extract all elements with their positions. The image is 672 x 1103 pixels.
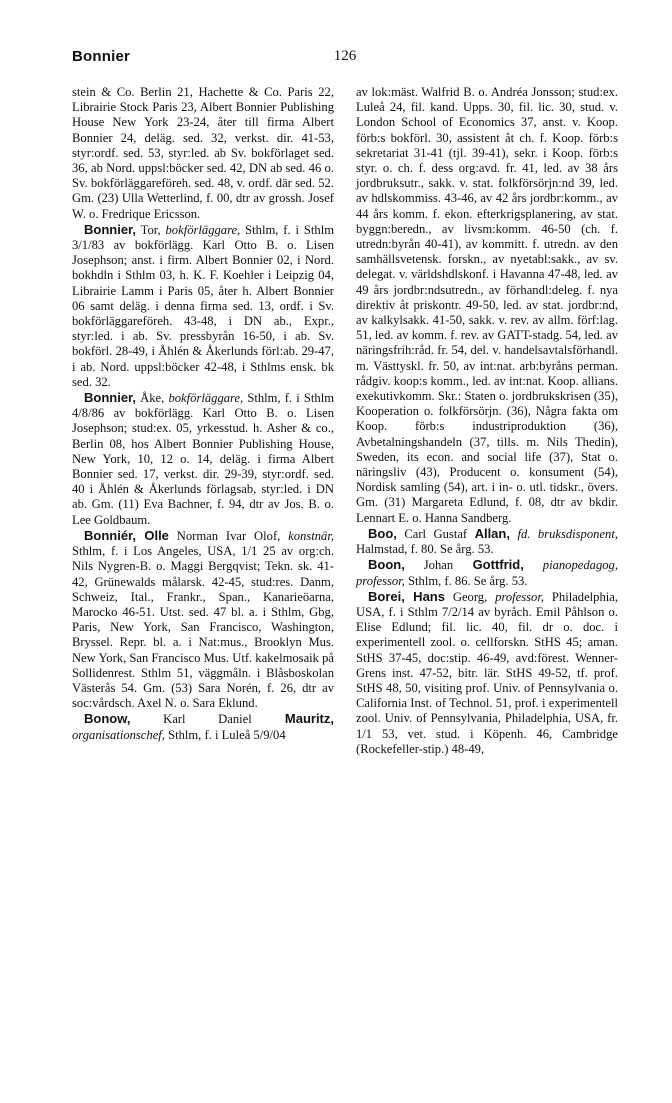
entry-given-bold: Olle bbox=[136, 527, 169, 543]
entry-given-bold: Mauritz, bbox=[251, 711, 334, 727]
entry-text: Sthlm, f. i Sthlm 3/1/83 av bokförlägg. Karl Otto B. o. Lisen Josephson; anst. i firm. Albert Bonnier 02, i Nord. bokhdln i Sthlm 03, h. K. F. Koehler i Leipzig 04, Librairie Lamm i Paris 05, åter h. Albert Bonnier 06 samt deläg. i denna firma sed. 13, ordf. i Sv. bokförläggareföreh. 43-48, i DN ab., Expr., styr:led. i ab. Sv. pressbyrån 16-50, i ab. Sv. bokförl. 28-49, i Åhlén & Åkerlunds förl:ab. 29-47, i ab. Nord. uppsl:böcker 42-48, i Sthlms ensk. bk sed. 32. bbox=[72, 222, 334, 389]
entry-surname: Bonniér, bbox=[84, 527, 137, 543]
entry-borei-hans bbox=[356, 589, 618, 757]
entry-bonnier-tor bbox=[72, 222, 334, 390]
entry-continuation bbox=[356, 85, 618, 526]
entry-given-after: Norman Ivar Olof, bbox=[168, 528, 281, 543]
entry-occupation: professor, bbox=[487, 589, 545, 604]
entry-occupation: bokförläggare, bbox=[160, 222, 241, 237]
entry-text: Sthlm, f. i Luleå 5/9/04 bbox=[164, 727, 286, 742]
entry-occupation: bokförläggare, bbox=[164, 391, 244, 406]
right-column bbox=[356, 85, 618, 757]
entry-given-after: Georg, bbox=[444, 589, 488, 604]
entry-surname: Bonnier, bbox=[84, 221, 137, 237]
entry-surname: Bonnier, bbox=[84, 390, 137, 406]
text-columns bbox=[72, 85, 618, 757]
entry-surname: Borei, bbox=[368, 588, 405, 604]
entry-given-bold: Gottfrid, bbox=[453, 557, 524, 573]
entry-given: Carl Gustaf bbox=[396, 526, 468, 541]
entry-text: stein & Co. Berlin 21, Hachette & Co. Paris 22, Librairie Stock Paris 23, Albert Bonnier Publishing House New York 23-24, åter till firma Albert Bonnier 24, deläg. sed. 32, verkst. dir. 41-53, styr:ordf. sed. 53, styr:led. ab Sv. bokförlaget sed. 36, ab Nord. uppsl:böcker sed. 42, DN ab sed. 46 o. Sv. bokförläggareföreh. sed. 48, v. ordf. där sed. 52. Gm. (23) Ulla Wetterlind, f. 00, dtr av grossh. Josef W. o. Fredrique Ericsson. bbox=[72, 85, 334, 221]
entry-given-bold: Allan, bbox=[467, 525, 510, 541]
entry-bonnier-olle bbox=[72, 528, 334, 711]
entry-occupation: konstnär, bbox=[280, 528, 334, 543]
entry-surname: Boon, bbox=[368, 557, 405, 573]
entry-given: Karl Daniel bbox=[130, 712, 252, 727]
entry-text: Sthlm, f. 86. Se årg. 53. bbox=[404, 573, 528, 588]
entry-surname: Bonow, bbox=[84, 711, 131, 727]
entry-given: Johan bbox=[404, 558, 454, 573]
entry-bonnier-ake bbox=[72, 390, 334, 528]
entry-boon-gottfrid bbox=[356, 557, 618, 588]
entry-text: av lok:mäst. Walfrid B. o. Andréa Jonsson; stud:ex. Luleå 24, fil. kand. Upps. 30, fil. lic. 30, stud. v. London School of Economics 37, anst. v. Koop. förb:s bokförl. 30, assistent åt ch. f. Koop. förb:s sekretariat 31-41 (tjl. 39-41), sekr. i Koop. förb:s styr. o. ch. f. dess org:avd. fr. 41, led. av 38 års jordbruksutr., sakk. v. stat. folkförsörjn:nd 39, led. av hdlskommiss. 43-46, av 42 års jordbr:komm., av 44 års komm. f. ekon. efterkrigsplanering, av stat. byggn:beredn., av livsm:komm. 46-50 (ch. f. utredn:byrån 40-41), av kommitt. f. utredn. av den samhällsvetensk. forskn., av nyetabl:sakk., av sv. delegat. v. världshdlskonf. i Havanna 47-48, led. av 49 års jordbr:ndsutredn., av förhandl:deleg. f. nya direktiv åt priskontr. 49-50, led. av stat. jordbr:nd, av kalkylsakk. 41-50, sakk. v. rev. av allm. förf:lag. 51, led. av komm. f. rev. av GATT-stadg. 54, led. av näringsfrih:råd. fr. 54, del. v. handelsavtalsförhandl. m. Västtyskl. fr. 50, av int:nat. arb:byråns perman. rådgiv. koop:s komm., led. av int:nat. Koop. allians. exekutivkomm. Skr.: Staten o. jordbrukskrisen (35), Kooperation o. folkförsörjn. (36), Några fakta om Koop. förb:s industriproduktion (36), Avbetalningshandeln (37, tills. m. Nils Thedin), Sweden, its econ. and social life (37), Stat o. näringsliv (43), Producent o. konsument (54), Nordisk samling (54), art. i in- o. utl. tidskr., övers. Gm. (31) Margareta Edlund, f. 08, dtr av bkdir. Lennart E. o. Hanna Sandberg. bbox=[356, 85, 618, 525]
entry-text: Sthlm, f. i Los Angeles, USA, 1/1 25 av org:ch. Nils Nygren-B. o. Maggi Bergqvist; Tekn. sk. 41-42, Grünewalds målarsk. 42-45, stud:res. Danm, Schweiz, Ital., Frankr., Span., Kanarieöarna, Marocko 46-51. Utst. sed. 47 bl. a. i Sthlm, Gbg, Paris, New York, San Francisco, Washington, Bryssel. Repr. bl. a. i Nat:mus., Brooklyn Mus. New York, San Francisco Mus. Utf. kakelmosaik på Sollidenrest. Sthlm 51, väggmåln. i Blåsboskolan Västerås 54. Gm. (53) Sara Norén, f. 26, dtr av soc:vårdsch. Axel N. o. Sara Eklund. bbox=[72, 544, 334, 711]
left-column bbox=[72, 85, 334, 757]
entry-surname: Boo, bbox=[368, 525, 397, 541]
entry-occupation: fd. bruksdisponent, bbox=[509, 526, 618, 541]
entry-given: Tor, bbox=[136, 222, 161, 237]
entry-bonow-mauritz bbox=[72, 711, 334, 742]
entry-boo-allan bbox=[356, 526, 618, 557]
entry-occupation: pianopedagog, professor, bbox=[356, 558, 618, 588]
entry-text: Halmstad, f. 80. Se årg. 53. bbox=[356, 542, 494, 557]
entry-occupation: organisationschef, bbox=[72, 727, 165, 742]
entry-given: Åke, bbox=[136, 391, 165, 406]
running-head: Bonnier bbox=[72, 48, 131, 65]
entry-text: Sthlm, f. i Sthlm 4/8/86 av bokförlägg. Karl Otto B. o. Lisen Josephson; stud:ex. 05, yrkesstud. h. Asher & co., Berlin 08, hos Albert Bonnier Publishing House, New York, 10, 12 o. 14, deläg. i firma Albert Bonnier sed. 17, verkst. dir. 29-39, styr:ordf. sed. 40 i Åhlén & Åkerlunds förlagsab, styr:led. i DN ab. Gm. (11) Eva Bachner, f. 94, dtr av Jos. B. o. Lee Goldbaum. bbox=[72, 391, 335, 527]
page-number: 126 bbox=[333, 48, 357, 64]
entry-continuation bbox=[72, 85, 334, 222]
entry-text: Philadelphia, USA, f. i Sthlm 7/2/14 av byråch. Emil Påhlson o. Elise Edlund; fil. lic. 40, fil. dr o. doc. i experimentell zool. o. cellforskn. StHS 45; aman. StHS 37-45, doc:stip. 46-49, avd:förest. Wenner-Grens inst. 47-52, bitr. lär. StHS 49-52, tf. prof. StHS 48, 50, visiting prof. Univ. of Pennsylvania o. California Inst. of Technol. 51, prof. i experimentell zool. Univ. of Pennsylvania, Philadelphia, USA, fr. 1/1 53, vet. stud. i Köpenh. 46, Cambridge (Rockefeller-stip.) 48-49, bbox=[356, 589, 618, 756]
page-header bbox=[72, 48, 618, 72]
entry-given-bold: Hans bbox=[404, 588, 445, 604]
